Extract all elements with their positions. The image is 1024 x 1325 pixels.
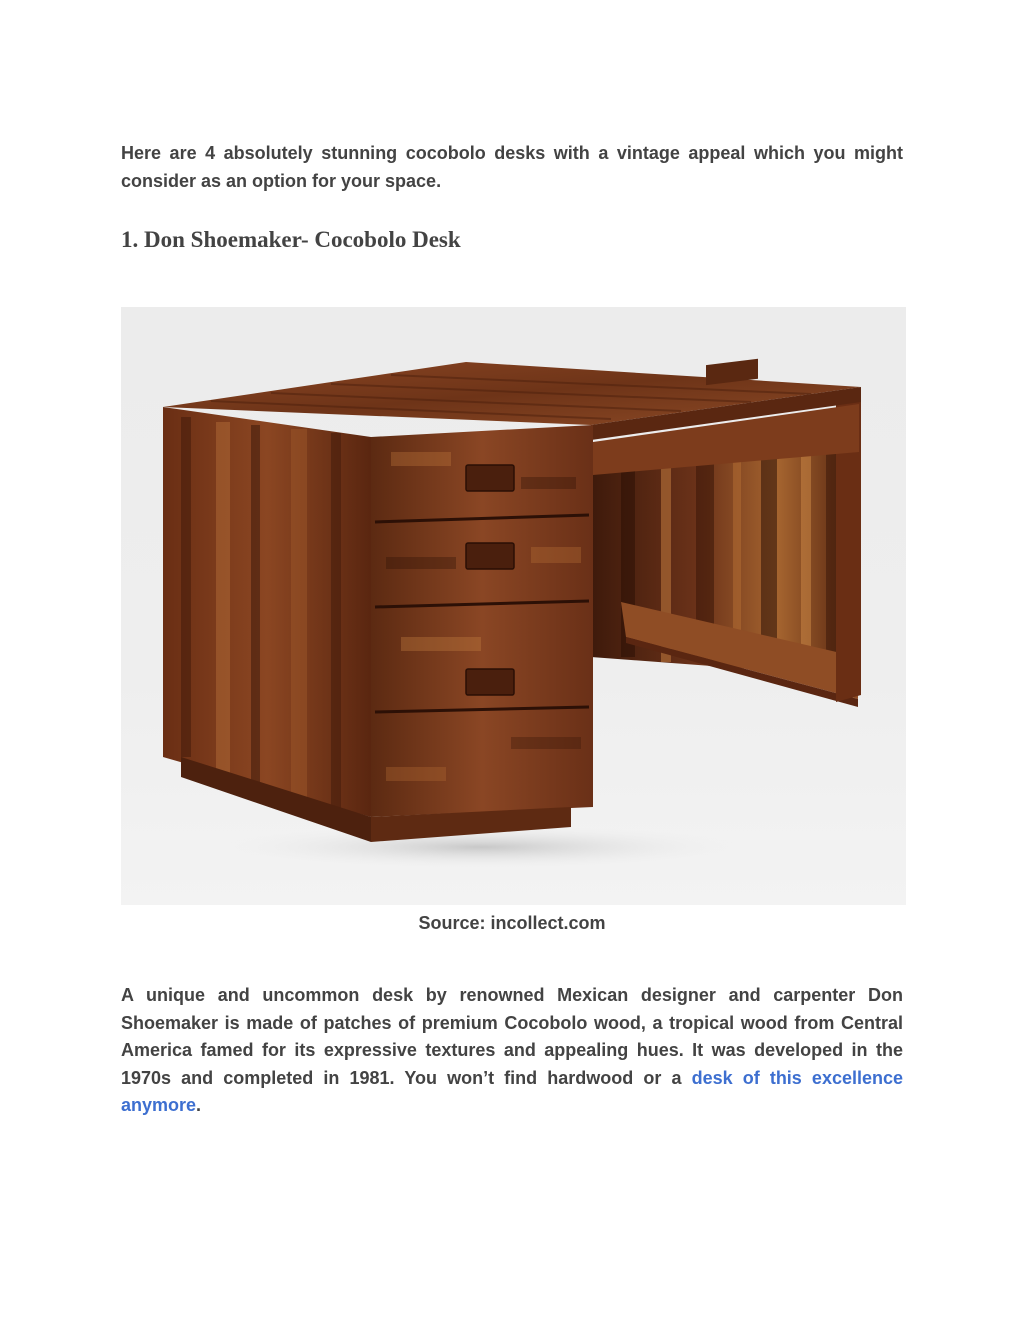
description-text: A unique and uncommon desk by renowned Mexican designer and carpenter Don Shoemaker is made of patches of premium Cocobolo wood, a tropical wood from Central America famed for its expressive textures and appealing hues. It was developed in the 1970s and completed in 1981. You won’t find hardwood or a	[121, 985, 903, 1088]
image-caption: Source: incollect.com	[418, 913, 606, 933]
section-heading: 1. Don Shoemaker- Cocobolo Desk	[121, 227, 461, 252]
desk-photo	[121, 307, 906, 905]
description-trailing: .	[196, 1095, 202, 1115]
desk-excellence-link[interactable]: desk of this excellence anymore	[121, 1067, 904, 1115]
description-paragraph	[121, 982, 903, 1120]
desk-illustration	[121, 307, 906, 905]
intro-paragraph: Here are 4 absolutely stunning cocobolo desks with a vintage appeal which you might consider as an option for your space.	[121, 143, 903, 191]
